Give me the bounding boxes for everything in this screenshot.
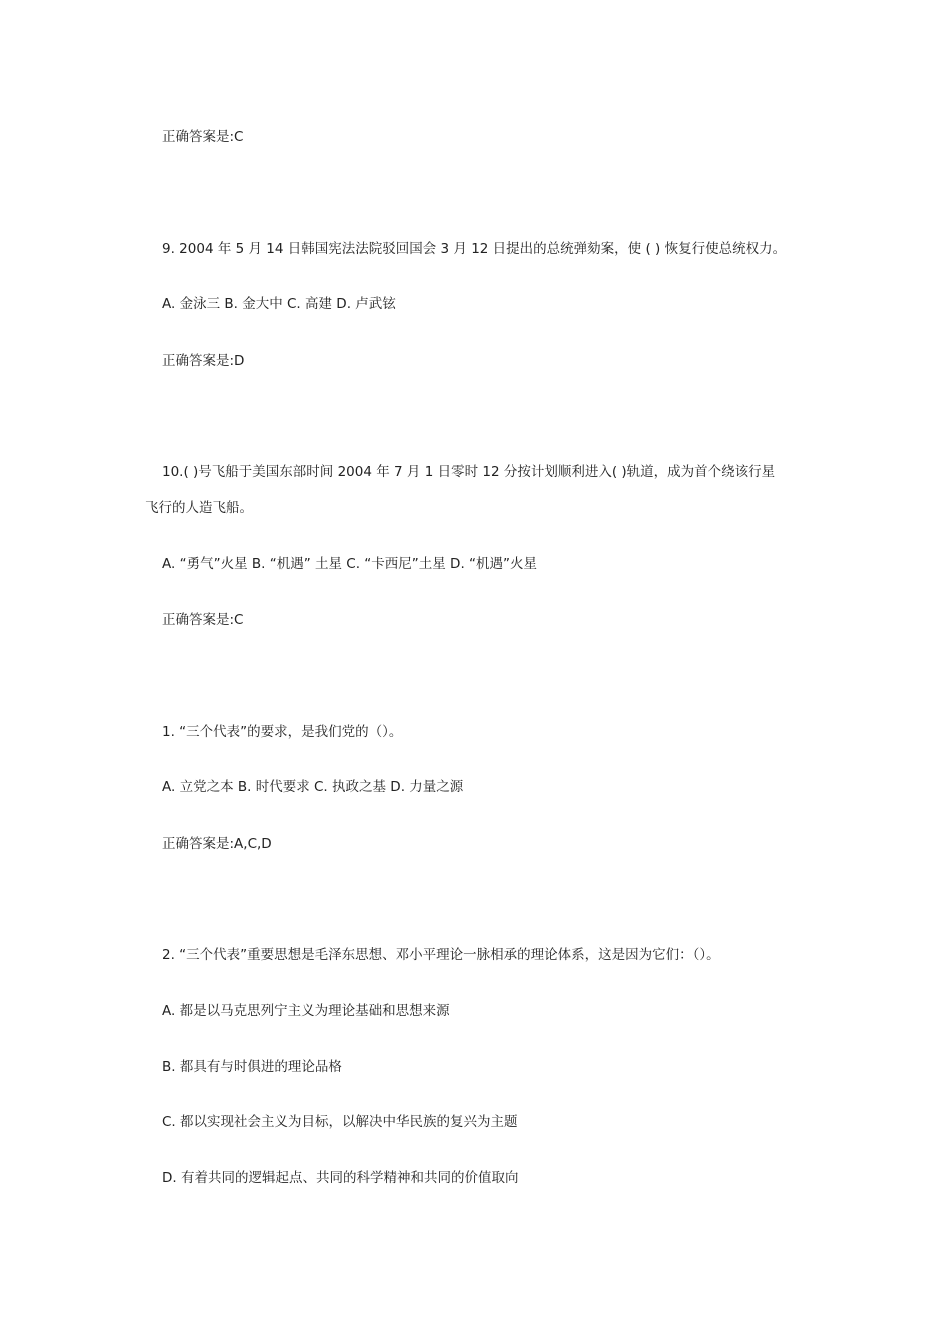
answer-prev: 正确答案是:C bbox=[162, 129, 244, 145]
q9-options: A. 金泳三 B. 金大中 C. 高建 D. 卢武铉 bbox=[162, 296, 396, 312]
m2-option-c: C. 都以实现社会主义为目标，以解决中华民族的复兴为主题 bbox=[162, 1114, 518, 1130]
q10-answer: 正确答案是:C bbox=[162, 612, 244, 628]
m1-options: A. 立党之本 B. 时代要求 C. 执政之基 D. 力量之源 bbox=[162, 779, 464, 795]
q10-question-line2: 飞行的人造飞船。 bbox=[145, 500, 253, 516]
q9-question: 9. 2004 年 5 月 14 日韩国宪法法院驳回国会 3 月 12 日提出的总统弹劾案，使 ( ) 恢复行使总统权力。 bbox=[162, 241, 787, 257]
m2-option-b: B. 都具有与时俱进的理论品格 bbox=[162, 1059, 342, 1075]
m2-option-a: A. 都是以马克思列宁主义为理论基础和思想来源 bbox=[162, 1003, 450, 1019]
m2-question: 2. “三个代表”重要思想是毛泽东思想、邓小平理论一脉相承的理论体系，这是因为它们：（）。 bbox=[162, 947, 720, 963]
q10-question-line1: 10.( )号飞船于美国东部时间 2004 年 7 月 1 日零时 12 分按计划顺利进入( )轨道，成为首个绕该行星 bbox=[162, 464, 776, 480]
m1-question: 1. “三个代表”的要求，是我们党的（）。 bbox=[162, 724, 403, 740]
m1-answer: 正确答案是:A,C,D bbox=[162, 836, 272, 852]
q10-options: A. “勇气”火星 B. “机遇” 土星 C. “卡西尼”土星 D. “机遇”火星 bbox=[162, 556, 538, 572]
q9-answer: 正确答案是:D bbox=[162, 353, 245, 369]
m2-option-d: D. 有着共同的逻辑起点、共同的科学精神和共同的价值取向 bbox=[162, 1170, 519, 1186]
